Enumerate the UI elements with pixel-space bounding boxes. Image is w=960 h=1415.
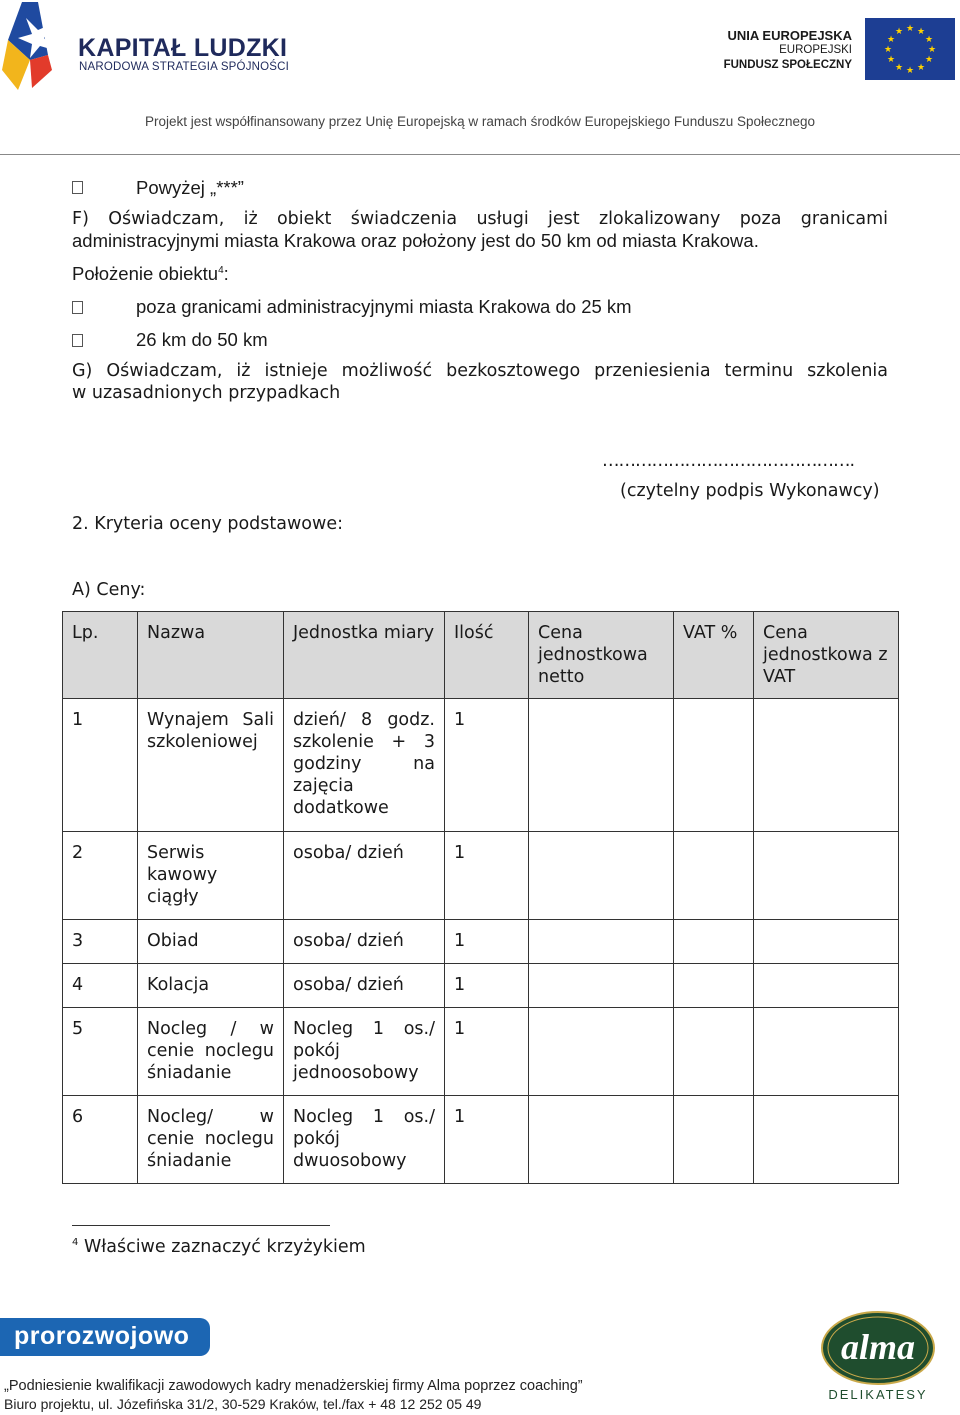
prices-table [62, 611, 899, 1184]
cell-vat[interactable] [674, 1096, 754, 1184]
cell-netto[interactable] [529, 964, 674, 1008]
checkbox-icon[interactable] [72, 181, 83, 194]
checkbox-icon[interactable] [72, 301, 83, 314]
table-row [63, 920, 899, 964]
svg-text:★: ★ [927, 45, 937, 55]
table-row [63, 964, 899, 1008]
cell-nazwa: Obiad [138, 920, 284, 964]
svg-text:★: ★ [924, 55, 934, 65]
footnote-number: 4 [72, 1237, 79, 1249]
cell-nazwa: Kolacja [138, 964, 284, 1008]
prorozwojowo-logo [0, 1318, 210, 1356]
eu-line1: UNIA EUROPEJSKA [727, 28, 852, 43]
location-label-line [72, 263, 229, 285]
table-header-row [63, 612, 899, 699]
cell-vat[interactable] [674, 920, 754, 964]
eu-line3: FUNDUSZ SPOŁECZNY [723, 59, 852, 71]
section-g-line1: G) Oświadczam, iż istnieje możliwość bezkosztowego przeniesienia terminu szkolenia [72, 361, 888, 381]
col-header-ilosc: Ilość [445, 612, 529, 699]
alma-logo-sub: DELIKATESY [828, 1387, 928, 1402]
cell-brutto[interactable] [754, 699, 899, 832]
cell-lp: 6 [63, 1096, 138, 1184]
cell-netto[interactable] [529, 1096, 674, 1184]
header-divider [0, 154, 960, 155]
eu-line2: EUROPEJSKI [779, 44, 852, 56]
cell-netto[interactable] [529, 699, 674, 832]
col-header-brutto: Cena jednostkowa z VAT [754, 612, 899, 699]
cell-brutto[interactable] [754, 920, 899, 964]
cell-ilosc: 1 [445, 1008, 529, 1096]
svg-text:★: ★ [894, 27, 904, 37]
cell-nazwa: Nocleg/ w cenie noclegu śniadanie [138, 1096, 284, 1184]
cell-netto[interactable] [529, 1008, 674, 1096]
cell-ilosc: 1 [445, 699, 529, 832]
project-cofinancing-line: Projekt jest współfinansowany przez Unię Europejską w ramach środków Europejskiego Funduszu Społecznego [144, 114, 816, 129]
cell-lp: 1 [63, 699, 138, 832]
option-above: Powyżej „***” [136, 177, 244, 198]
footnote [72, 1237, 366, 1257]
cell-jm: Nocleg 1 os./ pokój dwuosobowy [284, 1096, 445, 1184]
cell-nazwa: Nocleg / w cenie noclegu śniadanie [138, 1008, 284, 1096]
cell-vat[interactable] [674, 832, 754, 920]
cell-ilosc: 1 [445, 832, 529, 920]
signature-label: (czytelny podpis Wykonawcy) [620, 481, 880, 501]
checkbox-icon[interactable] [72, 334, 83, 347]
kl-title: KAPITAŁ LUDZKI [78, 34, 288, 62]
section-f-line1: F) Oświadczam, iż obiekt świadczenia usługi jest zlokalizowany poza granicami [72, 209, 888, 229]
cell-jm: osoba/ dzień [284, 832, 445, 920]
location-label: Położenie obiektu [72, 263, 219, 284]
criteria-heading: 2. Kryteria oceny podstawowe: [72, 514, 343, 534]
cell-jm: osoba/ dzień [284, 920, 445, 964]
signature-line: ………………………………………. [602, 451, 855, 471]
cell-nazwa: Serwis kawowy ciągły [138, 832, 284, 920]
section-g-line2: w uzasadnionych przypadkach [72, 383, 341, 403]
cell-lp: 2 [63, 832, 138, 920]
svg-text:★: ★ [905, 66, 915, 76]
alma-logo-text: alma [840, 1327, 916, 1367]
cell-lp: 5 [63, 1008, 138, 1096]
kapital-ludzki-logo [0, 0, 80, 95]
svg-text:★: ★ [905, 24, 915, 34]
cell-netto[interactable] [529, 832, 674, 920]
footnote-text: Właściwe zaznaczyć krzyżykiem [83, 1237, 366, 1257]
cell-lp: 3 [63, 920, 138, 964]
col-header-netto: Cena jednostkowa netto [529, 612, 674, 699]
cell-lp: 4 [63, 964, 138, 1008]
cell-ilosc: 1 [445, 1096, 529, 1184]
footnote-divider [72, 1225, 330, 1226]
eu-text [724, 28, 852, 73]
svg-text:★: ★ [886, 35, 896, 45]
col-header-vat: VAT % [674, 612, 754, 699]
cell-brutto[interactable] [754, 964, 899, 1008]
alma-logo [812, 1306, 944, 1402]
prices-heading: A) Ceny: [72, 580, 146, 600]
section-f-line2: administracyjnymi miasta Krakowa oraz położony jest do 50 km od miasta Krakowa. [72, 230, 759, 251]
table-row [63, 832, 899, 920]
col-header-jm: Jednostka miary [284, 612, 445, 699]
cell-brutto[interactable] [754, 1008, 899, 1096]
prorozwojowo-logo-text: prorozwojowo [14, 1322, 190, 1350]
cell-netto[interactable] [529, 920, 674, 964]
cell-brutto[interactable] [754, 832, 899, 920]
cell-vat[interactable] [674, 699, 754, 832]
svg-text:★: ★ [924, 35, 934, 45]
cell-ilosc: 1 [445, 964, 529, 1008]
col-header-nazwa: Nazwa [138, 612, 284, 699]
cell-ilosc: 1 [445, 920, 529, 964]
cell-vat[interactable] [674, 964, 754, 1008]
svg-text:★: ★ [886, 55, 896, 65]
footer-project-title: „Podniesienie kwalifikacji zawodowych kadry menadżerskiej firmy Alma poprzez coaching” [4, 1378, 583, 1394]
table-row [63, 1096, 899, 1184]
footnote-ref: 4 [218, 264, 224, 276]
table-row [63, 699, 899, 832]
cell-jm: dzień/ 8 godz. szkolenie + 3 godziny na zajęcia dodatkowe [284, 699, 445, 832]
cell-jm: osoba/ dzień [284, 964, 445, 1008]
footer-address: Biuro projektu, ul. Józefińska 31/2, 30-529 Kraków, tel./fax + 48 12 252 05 49 [4, 1396, 482, 1412]
cell-brutto[interactable] [754, 1096, 899, 1184]
cell-jm: Nocleg 1 os./ pokój jednoosobowy [284, 1008, 445, 1096]
location-option-1: poza granicami administracyjnymi miasta Krakowa do 25 km [136, 296, 632, 317]
eu-flag-icon [865, 18, 955, 80]
svg-text:★: ★ [916, 27, 926, 37]
location-suffix: : [223, 263, 229, 284]
cell-vat[interactable] [674, 1008, 754, 1096]
table-row [63, 1008, 899, 1096]
kl-subtitle: NARODOWA STRATEGIA SPÓJNOŚCI [79, 61, 290, 73]
location-option-2: 26 km do 50 km [136, 329, 268, 350]
cell-nazwa: Wynajem Sali szkoleniowej [138, 699, 284, 832]
col-header-lp: Lp. [63, 612, 138, 699]
svg-text:★: ★ [883, 45, 893, 55]
svg-text:★: ★ [916, 63, 926, 73]
svg-text:★: ★ [894, 63, 904, 73]
